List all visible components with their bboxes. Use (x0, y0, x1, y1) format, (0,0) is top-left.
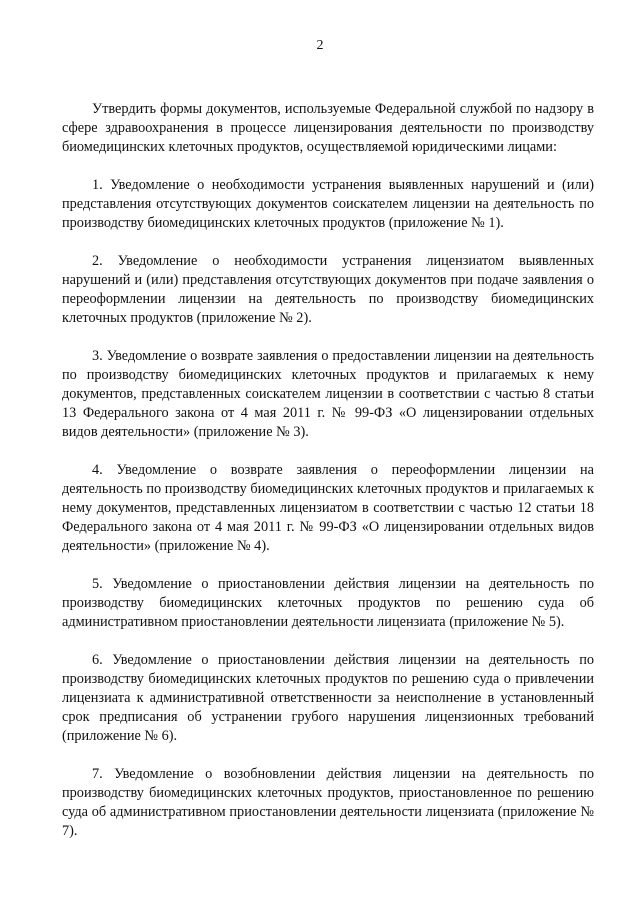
intro-paragraph: Утвердить формы документов, используемые Федеральной службой по надзору в сфере здравоохранения в процессе лицензирования деятельности по производству биомедицинских клеточных продуктов, осуществляемой юридическими лицами: (62, 101, 594, 155)
list-item-1: 1. Уведомление о необходимости устранения выявленных нарушений и (или) представления отсутствующих документов соискателем лицензии на деятельность по производству биомедицинских клеточных продуктов (приложение № 1). (62, 177, 594, 231)
list-item-7: 7. Уведомление о возобновлении действия лицензии на деятельность по производству биомедицинских клеточных продуктов, приостановленное по решению суда об административном приостановлении деятельности лицензиата (приложение № 7). (62, 766, 594, 839)
list-item-2: 2. Уведомление о необходимости устранения лицензиатом выявленных нарушений и (или) представления отсутствующих документов при подаче заявления о переоформлении лицензии на деятельность по производству биомедицинских клеточных продуктов (приложение № 2). (62, 253, 594, 326)
list-item-4: 4. Уведомление о возврате заявления о переоформлении лицензии на деятельность по производству биомедицинских клеточных продуктов и прилагаемых к нему документов, представленных лицензиатом в соответствии с частью 12 статьи 18 Федерального закона от 4 мая 2011 г. № 99-ФЗ «О лицензировании отдельных видов деятельности» (приложение № 4). (62, 462, 594, 554)
list-item-5: 5. Уведомление о приостановлении действия лицензии на деятельность по производству биомедицинских клеточных продуктов по решению суда об административном приостановлении деятельности лицензиата (приложение № 5). (62, 576, 594, 630)
document-body (62, 100, 594, 860)
list-item-3: 3. Уведомление о возврате заявления о предоставлении лицензии на деятельность по производству биомедицинских клеточных продуктов и прилагаемых к нему документов, представленных соискателем лицензии в соответствии с частью 8 статьи 13 Федерального закона от 4 мая 2011 г. № 99-ФЗ «О лицензировании отдельных видов деятельности» (приложение № 3). (62, 348, 594, 440)
list-item-6: 6. Уведомление о приостановлении действия лицензии на деятельность по производству биомедицинских клеточных продуктов по решению суда о привлечении лицензиата к административной ответственности за неисполнение в установленный срок предписания об устранении грубого нарушения лицензионных требований (приложение № 6). (62, 652, 594, 744)
page-number: 2 (316, 38, 324, 53)
